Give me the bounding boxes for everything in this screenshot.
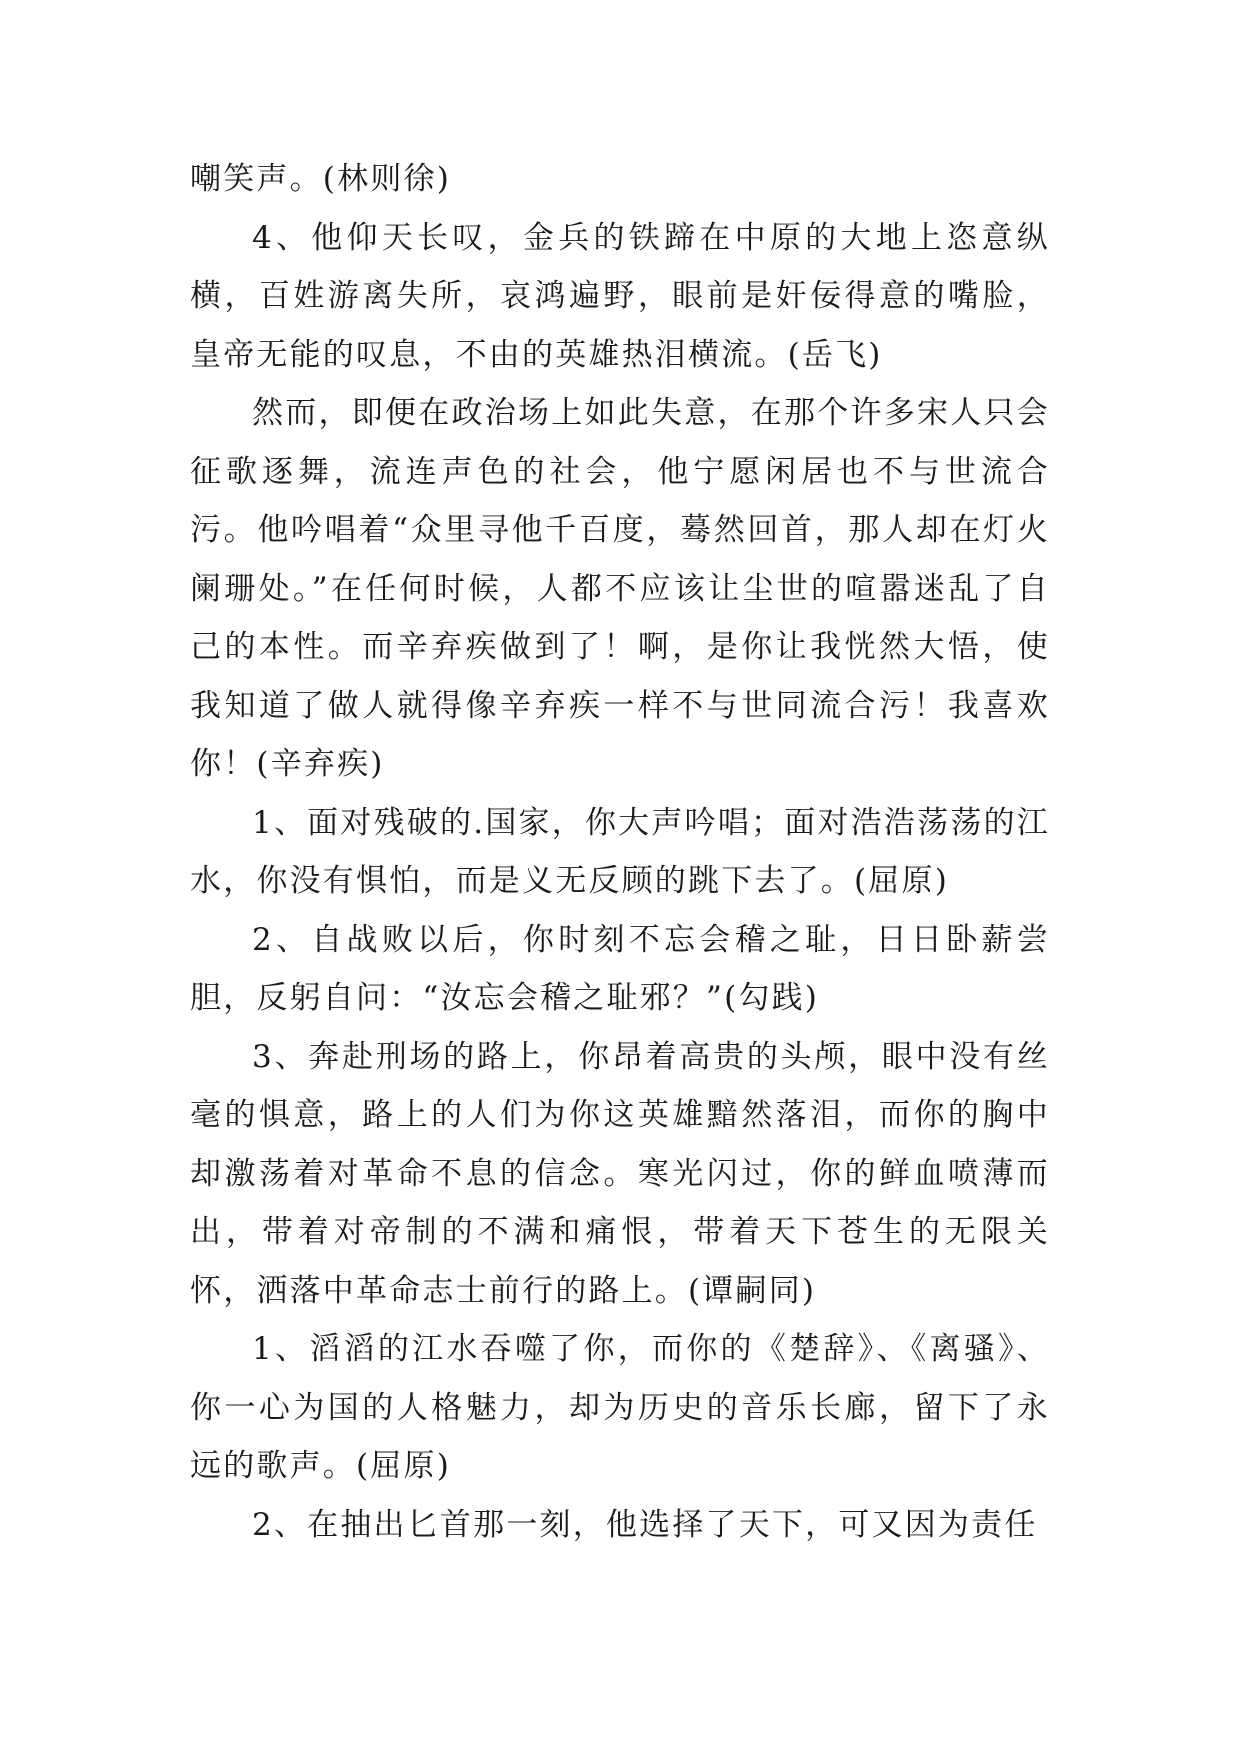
paragraph-quyuan-1: 1、面对残破的.国家，你大声吟唱；面对浩浩荡荡的江水，你没有惧怕，而是义无反顾的跳下去了。(屈原) <box>190 804 1050 899</box>
paragraph-continuation: 嘲笑声。(林则徐) <box>190 161 451 197</box>
paragraph-tansitong: 3、奔赴刑场的路上，你昂着高贵的头颅，眼中没有丝毫的惧意，路上的人们为你这英雄黯然落泪，而你的胸中却激荡着对革命不息的信念。寒光闪过，你的鲜血喷薄而出，带着对帝制的不满和痛恨，带着天下苍生的无限关怀，洒落中革命志士前行的路上。(谭嗣同) <box>190 1038 1050 1309</box>
paragraph-goujian: 2、自战败以后，你时刻不忘会稽之耻，日日卧薪尝胆，反躬自问：“汝忘会稽之耻邪？”(勾践) <box>190 921 1050 1016</box>
paragraph-xinqiji: 然而，即便在政治场上如此失意，在那个许多宋人只会征歌逐舞，流连声色的社会，他宁愿闲居也不与世流合污。他吟唱着“众里寻他千百度，蓦然回首，那人却在灯火阑珊处。”在任何时候，人都不应该让尘世的喧嚣迷乱了自己的本性。而辛弃疾做到了！啊，是你让我恍然大悟，使我知道了做人就得像辛弃疾一样不与世同流合污！我喜欢你！(辛弃疾) <box>190 395 1050 782</box>
paragraph-quyuan-2: 1、滔滔的江水吞噬了你，而你的《楚辞》、《离骚》、你一心为国的人格魅力，却为历史的音乐长廊，留下了永远的歌声。(屈原) <box>190 1331 1050 1484</box>
paragraph-yuefei: 4、他仰天长叹，金兵的铁蹄在中原的大地上恣意纵横，百姓游离失所，哀鸿遍野，眼前是奸佞得意的嘴脸，皇帝无能的叹息，不由的英雄热泪横流。(岳飞) <box>190 219 1050 373</box>
paragraph-dagger: 2、在抽出匕首那一刻，他选择了天下，可又因为责任 <box>252 1506 1038 1543</box>
document-body <box>190 150 1050 1554</box>
